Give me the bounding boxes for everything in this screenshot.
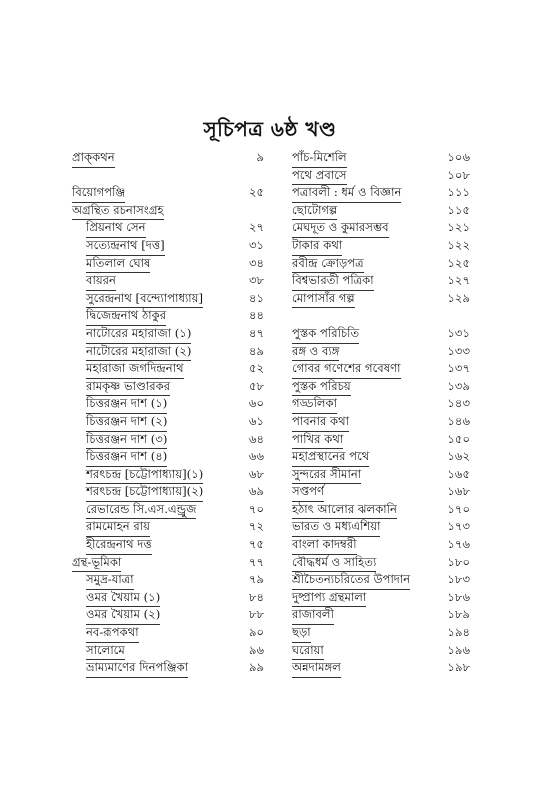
toc-entry-page: ১২৫ — [447, 255, 470, 270]
toc-entry-title: দ্বিজেন্দ্রনাথ ঠাকুর — [86, 308, 166, 326]
toc-entry-page: ১১১ — [447, 185, 470, 200]
toc-entry — [72, 203, 272, 221]
toc-entry — [292, 361, 470, 379]
toc-entry-title: রবীন্দ্র ক্রোড়পত্র — [292, 256, 364, 274]
toc-entry-title: মতিলাল ঘোষ — [86, 256, 150, 274]
toc-entry-title: প্রাক্‌কথন — [72, 150, 115, 168]
toc-entry-title: চিত্তরঞ্জন দাশ (৩) — [86, 432, 167, 450]
toc-entry-page: ৯ — [256, 150, 264, 164]
toc-entry — [72, 291, 272, 309]
toc-right-column — [292, 150, 470, 678]
toc-entry-page: ৩৮ — [248, 273, 264, 288]
toc-entry — [72, 467, 272, 485]
toc-entry — [292, 502, 470, 520]
toc-entry-page: ৭২ — [248, 519, 264, 534]
toc-entry — [72, 607, 272, 625]
toc-entry-title: রামকৃষ্ণ ভাণ্ডারকর — [86, 379, 170, 397]
toc-entry — [292, 572, 470, 590]
toc-entry-title: মহারাজা জগদিন্দ্রনাথ — [86, 361, 184, 379]
toc-entry — [72, 185, 272, 203]
toc-entry-title: গোবর গণেশের গবেষণা — [292, 361, 401, 379]
toc-spacer — [72, 168, 272, 186]
toc-entry-title: মেঘদূত ও কুমারসম্ভব — [292, 220, 389, 238]
toc-entry-page: ৯০ — [248, 625, 264, 640]
toc-entry — [292, 326, 470, 344]
toc-entry-page: ১০৬ — [447, 150, 470, 164]
toc-entry-page: ৩৪ — [248, 255, 264, 270]
toc-entry — [292, 238, 470, 256]
toc-entry-page: ১৬২ — [447, 449, 470, 464]
toc-entry-title: সালোমে — [86, 643, 125, 661]
toc-entry-page: ১৩১ — [447, 325, 470, 340]
toc-entry — [292, 379, 470, 397]
toc-entry-title: শ্রীচৈতন্যচরিতের উপাদান — [292, 572, 410, 590]
toc-entry — [292, 519, 470, 537]
toc-entry-page: ৬৪ — [248, 431, 264, 446]
toc-entry — [292, 449, 470, 467]
toc-entry-title: ভ্রাম্যমাণের দিনপঞ্জিকা — [86, 660, 188, 678]
toc-entry-page: ১২৯ — [447, 290, 470, 305]
toc-entry — [292, 220, 470, 238]
toc-entry — [292, 607, 470, 625]
toc-entry-title: ভারত ও মধ্যএশিয়া — [292, 519, 380, 537]
toc-entry-page: ১২১ — [447, 220, 470, 235]
toc-entry — [292, 203, 470, 221]
toc-entry-page: ২৭ — [248, 220, 264, 235]
toc-entry-page: ১৩৭ — [447, 361, 470, 376]
toc-entry-page: ৯৯ — [248, 660, 264, 675]
toc-entry-title: শরৎচন্দ্র [চট্টোপাধ্যায়](২) — [86, 484, 203, 502]
toc-entry-title: বিয়োগপঞ্জি — [72, 185, 125, 203]
toc-entry — [292, 414, 470, 432]
toc-entry-title: পথে প্রবাসে — [292, 168, 347, 186]
toc-entry-page: ১৮৯ — [447, 607, 470, 622]
toc-entry — [292, 467, 470, 485]
toc-entry-page: ১২২ — [447, 237, 470, 252]
toc-entry — [292, 291, 470, 309]
toc-entry-title: চিত্তরঞ্জন দাশ (১) — [86, 396, 167, 414]
toc-entry — [292, 344, 470, 362]
toc-entry-title: পুস্তক পরিচিতি — [292, 326, 359, 344]
toc-entry-title: পত্রাবলী : ধর্ম ও বিজ্ঞান — [292, 185, 401, 203]
toc-entry-page: ১৪৬ — [447, 413, 470, 428]
toc-entry — [72, 484, 272, 502]
toc-entry-title: ওমর খৈয়াম (১) — [86, 590, 160, 608]
page-title: সূচিপত্র ৬ষ্ঠ খণ্ড — [203, 117, 337, 141]
toc-entry-title: বায়রন — [86, 273, 116, 291]
toc-entry-title: চিত্তরঞ্জন দাশ (২) — [86, 414, 167, 432]
toc-entry — [72, 660, 272, 678]
toc-entry-title: গ্রন্থ-ভূমিকা — [72, 555, 121, 573]
toc-entry-page: ৬৮ — [248, 466, 264, 481]
toc-entry-page: ১৩৯ — [447, 378, 470, 393]
toc-entry-title: ওমর খৈয়াম (২) — [86, 607, 160, 625]
toc-entry-title: মহাপ্রস্থানের পথে — [292, 449, 369, 467]
toc-entry — [72, 361, 272, 379]
toc-entry-page: ১৩৩ — [447, 343, 470, 358]
toc-entry — [72, 308, 272, 326]
toc-entry-page: ৮৪ — [248, 589, 264, 604]
toc-entry — [292, 273, 470, 291]
toc-entry-page: ১৯৬ — [447, 642, 470, 657]
toc-entry-title: সুন্দরের সীমানা — [292, 467, 361, 485]
toc-entry-title: রেভারেন্ড সি.এস.এন্ড্রুজ — [86, 502, 196, 520]
toc-entry-title: সমুদ্র-যাত্রা — [86, 572, 134, 590]
toc-entry — [72, 555, 272, 573]
toc-entry — [292, 185, 470, 203]
toc-entry-page: ৭৭ — [248, 554, 264, 569]
toc-entry — [72, 238, 272, 256]
toc-entry-title: বৌদ্ধধর্ম ও সাহিত্য — [292, 555, 376, 573]
toc-entry — [292, 555, 470, 573]
toc-entry-page: ১৮৬ — [447, 589, 470, 604]
toc-entry-title: পুস্তক পরিচয় — [292, 379, 351, 397]
toc-entry — [72, 432, 272, 450]
toc-entry — [72, 414, 272, 432]
toc-entry — [72, 344, 272, 362]
toc-entry — [292, 625, 470, 643]
toc-entry-page: ১৭০ — [447, 501, 470, 516]
toc-left-column — [72, 150, 272, 678]
toc-entry-page: ১১৫ — [447, 202, 470, 217]
toc-entry — [72, 220, 272, 238]
toc-entry-title: বিশ্বভারতী পত্রিকা — [292, 273, 374, 291]
toc-entry-page: ১৬৮ — [447, 484, 470, 499]
toc-entry-page: ১৯৮ — [447, 660, 470, 675]
toc-entry-page: ১৬৫ — [447, 466, 470, 481]
toc-entry-page: ১৫০ — [447, 431, 470, 446]
toc-entry — [292, 150, 470, 168]
toc-entry — [292, 256, 470, 274]
toc-entry — [292, 396, 470, 414]
toc-entry-title: অগ্রন্থিত রচনাসংগ্রহ — [72, 203, 164, 221]
toc-entry-page: ১৮০ — [447, 554, 470, 569]
toc-entry — [72, 502, 272, 520]
toc-entry-title: প্রিয়নাথ সেন — [86, 220, 146, 238]
toc-entry-title: টাকার কথা — [292, 238, 342, 256]
toc-entry-title: ছোটোগল্প — [292, 203, 337, 221]
toc-entry-title: নাটোরের মহারাজা (১) — [86, 326, 191, 344]
toc-entry-page: ৫২ — [248, 361, 264, 376]
toc-spacer — [292, 308, 470, 326]
toc-entry-title: বাংলা কাদম্বরী — [292, 537, 357, 555]
toc-entry-page: ৪৭ — [248, 325, 264, 340]
toc-entry-page: ৪৪ — [248, 308, 264, 323]
toc-entry-page: ১৪৩ — [447, 396, 470, 411]
toc-entry-title: পাখির কথা — [292, 432, 343, 450]
toc-entry — [72, 150, 272, 168]
toc-entry-title: অন্নদামঙ্গল — [292, 660, 341, 678]
toc-entry — [72, 256, 272, 274]
toc-entry-title: নব-রূপকথা — [86, 625, 139, 643]
toc-entry-title: সত্যেন্দ্রনাথ [দত্ত] — [86, 238, 165, 256]
toc-entry — [292, 537, 470, 555]
toc-entry-title: ঘরোয়া — [292, 643, 324, 661]
toc-entry — [72, 379, 272, 397]
toc-entry-title: রামমোহন রায় — [86, 519, 150, 537]
toc-entry-page: ১৯৪ — [447, 625, 470, 640]
toc-entry-title: শরৎচন্দ্র [চট্টোপাধ্যায়](১) — [86, 467, 203, 485]
toc-entry — [72, 572, 272, 590]
toc-entry-page: ৬১ — [248, 413, 264, 428]
toc-entry-page: ১২৭ — [447, 273, 470, 288]
toc-entry — [292, 643, 470, 661]
toc-entry-page: ৭৫ — [248, 537, 264, 552]
toc-entry-page: ৪১ — [248, 290, 264, 305]
toc-entry — [72, 643, 272, 661]
toc-entry-title: সপ্তপর্ণ — [292, 484, 324, 502]
toc-entry — [292, 168, 470, 186]
toc-entry-title: চিত্তরঞ্জন দাশ (৪) — [86, 449, 167, 467]
toc-entry — [292, 660, 470, 678]
toc-entry — [292, 432, 470, 450]
toc-entry-title: হঠাৎ আলোর ঝলকানি — [292, 502, 397, 520]
toc-entry-page: ৩১ — [248, 237, 264, 252]
toc-entry-page: ৬৯ — [248, 484, 264, 499]
toc-entry-page: ৪৯ — [248, 343, 264, 358]
toc-entry-page: ১৭৩ — [447, 519, 470, 534]
toc-entry — [292, 484, 470, 502]
toc-entry-page: ৫৮ — [248, 378, 264, 393]
toc-entry-page: ৭০ — [248, 501, 264, 516]
toc-entry-title: রঙ্গ ও ব্যঙ্গ — [292, 344, 339, 362]
toc-entry — [72, 519, 272, 537]
toc-entry-title: নাটোরের মহারাজা (২) — [86, 344, 191, 362]
toc-entry-page: ১৭৬ — [447, 537, 470, 552]
toc-entry-page: ৮৮ — [248, 607, 264, 622]
toc-entry — [72, 625, 272, 643]
toc-entry-title: পাবনার কথা — [292, 414, 349, 432]
toc-entry-page: ৬০ — [248, 396, 264, 411]
toc-entry — [72, 537, 272, 555]
toc-entry — [72, 396, 272, 414]
toc-entry-title: হীরেন্দ্রনাথ দত্ত — [86, 537, 152, 555]
toc-entry-title: রাজাবলী — [292, 607, 334, 625]
toc-entry-page: ১৮৩ — [447, 572, 470, 587]
toc-entry-title: সুরেন্দ্রনাথ [বন্দ্যোপাধ্যায়] — [86, 291, 203, 309]
toc-entry-page: ৭৯ — [248, 572, 264, 587]
toc-entry — [72, 449, 272, 467]
toc-entry-title: ছড়া — [292, 625, 311, 643]
toc-entry-page: ১০৮ — [447, 167, 470, 182]
toc-entry-page: ৬৬ — [248, 449, 264, 464]
toc-entry-title: পাঁচ-মিশেলি — [292, 150, 347, 168]
toc-entry-page: ৯৬ — [248, 642, 264, 657]
toc-entry — [72, 590, 272, 608]
toc-entry — [72, 273, 272, 291]
toc-entry-page: ২৫ — [248, 185, 264, 200]
toc-entry-title: মোপাসাঁর গল্প — [292, 291, 355, 309]
toc-entry-title: দুষ্প্রাপ্য গ্রন্থমালা — [292, 590, 366, 608]
toc-entry-title: গড্ডলিকা — [292, 396, 337, 414]
toc-entry — [292, 590, 470, 608]
toc-entry — [72, 326, 272, 344]
